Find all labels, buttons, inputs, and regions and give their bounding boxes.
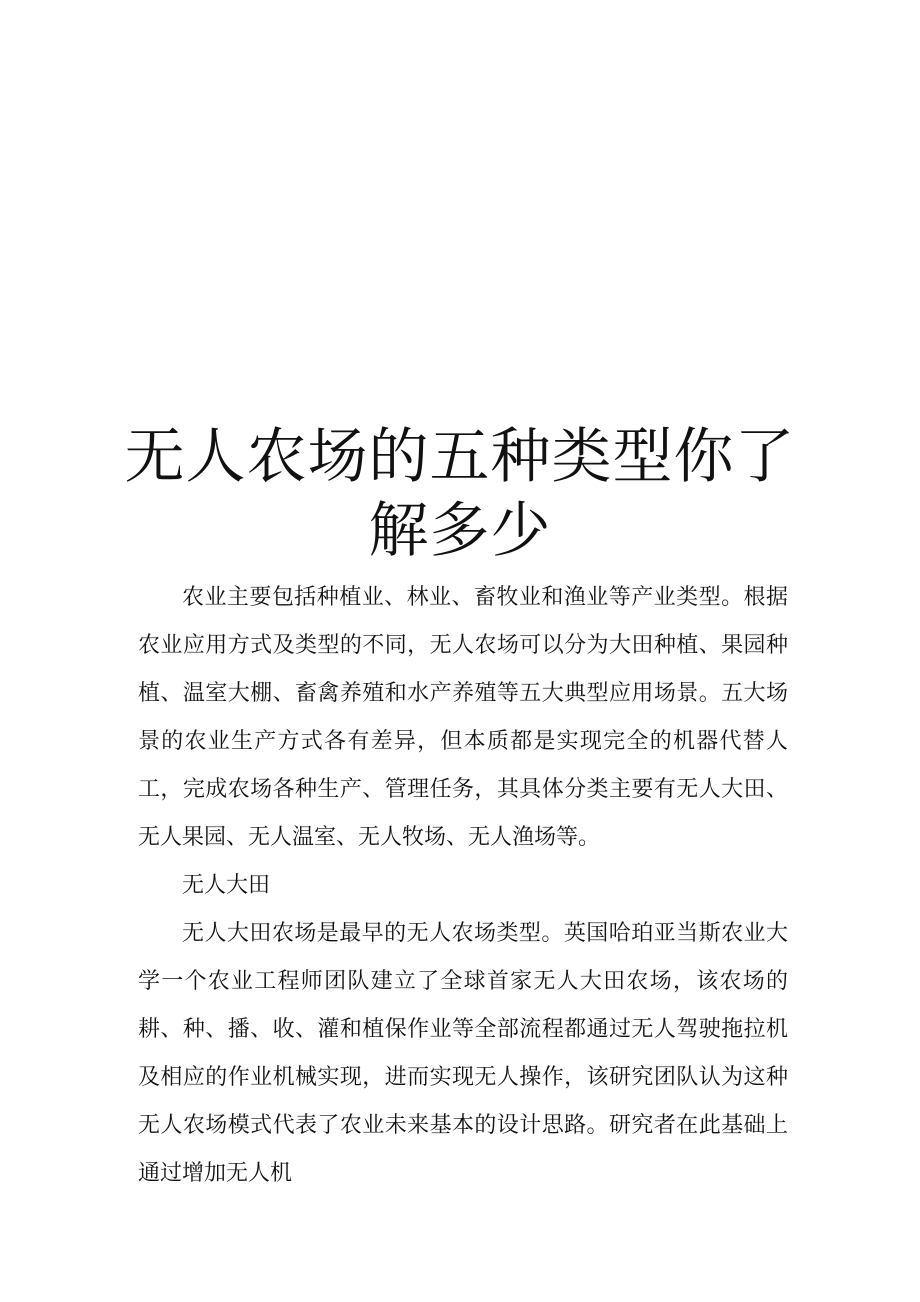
intro-paragraph: 农业主要包括种植业、林业、畜牧业和渔业等产业类型。根据农业应用方式及类型的不同，无人农场可以分为大田种植、果园种植、温室大棚、畜禽养殖和水产养殖等五大典型应用场景。五大场景的农业生产方式各有差异，但本质都是实现完全的机器代替人工，完成农场各种生产、管理任务，其具体分类主要有无人大田、无人果园、无人温室、无人牧场、无人渔场等。: [138, 585, 788, 850]
document-body: [138, 574, 788, 1198]
title-line-2: 解多少: [368, 496, 552, 566]
title-line-1: 无人农场的五种类型你了: [124, 422, 796, 492]
unmanned-field-paragraph: 无人大田农场是最早的无人农场类型。英国哈珀亚当斯农业大学一个农业工程师团队建立了全球首家无人大田农场，该农场的耕、种、播、收、灌和植保作业等全部流程都通过无人驾驶拖拉机及相应的作业机械实现，进而实现无人操作，该研究团队认为这种无人农场模式代表了农业未来基本的设计思路。研究者在此基础上通过增加无人机: [138, 921, 788, 1186]
document-title: [120, 420, 800, 568]
section-heading-unmanned-field: 无人大田: [182, 873, 271, 898]
